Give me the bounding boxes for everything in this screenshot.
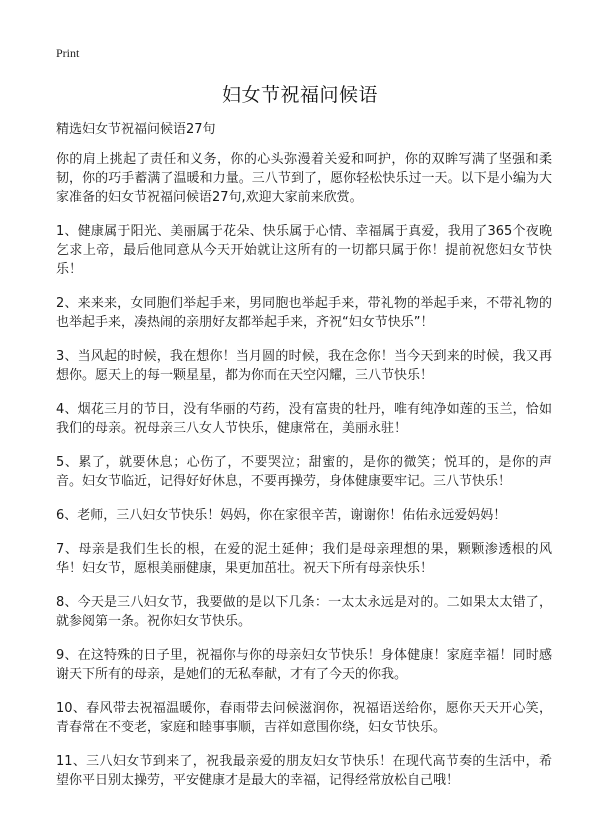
greeting-item-9: 9、在这特殊的日子里，祝福你与你的母亲妇女节快乐！身体健康！家庭幸福！同时感谢天下所有的母亲，是她们的无私奉献，才有了今天的你我。: [56, 648, 552, 682]
subtitle: 精选妇女节祝福问候语27句: [56, 122, 216, 137]
page-title: 妇女节祝福问候语: [221, 84, 378, 106]
greeting-item-11: 11、三八妇女节到来了，祝我最亲爱的朋友妇女节快乐！在现代高节奏的生活中，希望你平日别太操劳，平安健康才是最大的幸福，记得经常放松自己哦！: [56, 754, 552, 788]
intro-paragraph: 你的肩上挑起了责任和义务，你的心头弥漫着关爱和呵护，你的双眸写满了坚强和柔韧，你的巧手蓄满了温暖和力量。三八节到了，愿你轻松快乐过一天。以下是小编为大家准备的妇女节祝福问候语27句,欢迎大家前来欣赏。: [56, 152, 552, 205]
greeting-item-4: 4、烟花三月的节日，没有华丽的芍药，没有富贵的牡丹，唯有纯净如莲的玉兰，恰如我们的母亲。祝母亲三八女人节快乐，健康常在，美丽永驻！: [56, 402, 552, 436]
greeting-item-3: 3、当风起的时候，我在想你！当月圆的时候，我在念你！当今天到来的时候，我又再想你。愿天上的每一颗星星，都为你而在天空闪耀，三八节快乐！: [56, 349, 552, 383]
print-link[interactable]: Print: [56, 46, 80, 60]
greeting-item-10: 10、春风带去祝福温暖你，春雨带去问候滋润你，祝福语送给你，愿你天天开心笑，青春常在不变老，家庭和睦事事顺，吉祥如意围你绕，妇女节快乐。: [56, 701, 552, 735]
greeting-item-8: 8、今天是三八妇女节，我要做的是以下几条：一太太永远是对的。二如果太太错了，就参阅第一条。祝你妇女节快乐。: [56, 595, 552, 629]
greeting-item-7: 7、母亲是我们生长的根，在爱的泥土延伸；我们是母亲理想的果，颗颗渗透根的风华！妇女节，愿根美丽健康，果更加茁壮。祝天下所有母亲快乐！: [56, 542, 552, 576]
greeting-item-6: 6、老师，三八妇女节快乐！妈妈，你在家很辛苦，谢谢你！佑佑永远爱妈妈！: [56, 508, 507, 523]
greeting-item-1: 1、健康属于阳光、美丽属于花朵、快乐属于心情、幸福属于真爱，我用了365个夜晚乞求上帝，最后他同意从今天开始就让这所有的一切都只属于你！提前祝您妇女节快乐！: [56, 224, 552, 277]
greeting-item-2: 2、来来来，女同胞们举起手来，男同胞也举起手来，带礼物的举起手来，不带礼物的也举起手来，凑热闹的亲朋好友都举起手来，齐祝“妇女节快乐”！: [56, 296, 552, 330]
article-body: [56, 150, 552, 805]
greeting-item-5: 5、累了，就要休息；心伤了，不要哭泣；甜蜜的，是你的微笑；悦耳的，是你的声音。妇女节临近，记得好好休息，不要再操劳，身体健康要牢记。三八节快乐！: [56, 455, 552, 489]
